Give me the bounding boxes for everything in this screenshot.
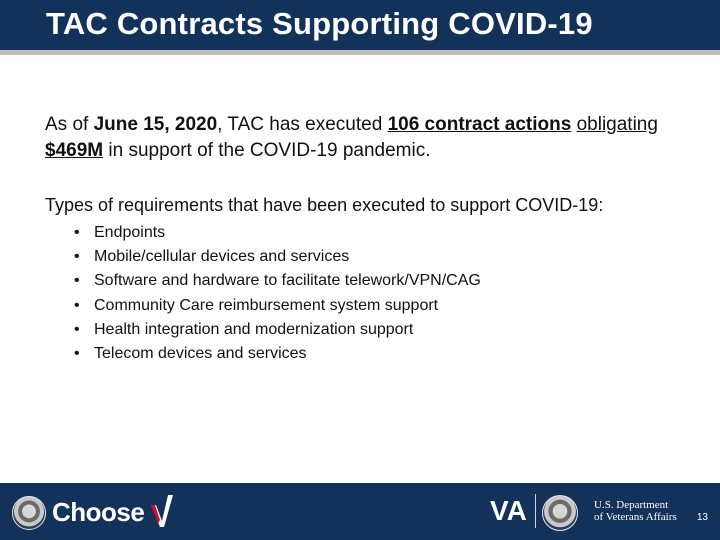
choose-va-logo [52,497,144,528]
summary-date: June 15, 2020 [93,114,218,135]
footer-divider [535,494,536,528]
summary-obligating: obligating [576,114,658,135]
va-wordmark: VA [490,495,527,526]
title-bar [0,0,720,50]
summary-lead: As of [45,114,94,135]
va-seal-icon [12,496,46,530]
slide-title: TAC Contracts Supporting COVID-19 [46,6,593,41]
va-seal-icon [542,495,578,531]
department-name [594,499,677,523]
requirements-list [72,221,481,366]
title-divider [0,50,720,55]
summary-mid: , TAC has executed [217,114,388,135]
page-number: 13 [696,512,708,523]
summary-paragraph [45,112,685,164]
list-item: • Community Care reimbursement system support [72,294,481,318]
list-item: • Mobile/cellular devices and services [72,245,481,269]
list-item: • Health integration and modernization support [72,318,481,342]
summary-actions: 106 contract actions [387,114,572,135]
choose-word: Choose [52,497,145,527]
checkmark-icon [151,493,173,527]
department-line-1: U.S. Department [594,499,669,511]
summary-amount: $469M [45,140,104,161]
list-item: • Endpoints [72,221,481,245]
requirements-heading: Types of requirements that have been executed to support COVID-19: [45,195,604,215]
department-line-2: of Veterans Affairs [594,511,677,523]
list-item: • Software and hardware to facilitate telework/VPN/CAG [72,269,481,293]
list-item: • Telecom devices and services [72,342,481,366]
summary-tail: in support of the COVID-19 pandemic. [103,140,431,161]
